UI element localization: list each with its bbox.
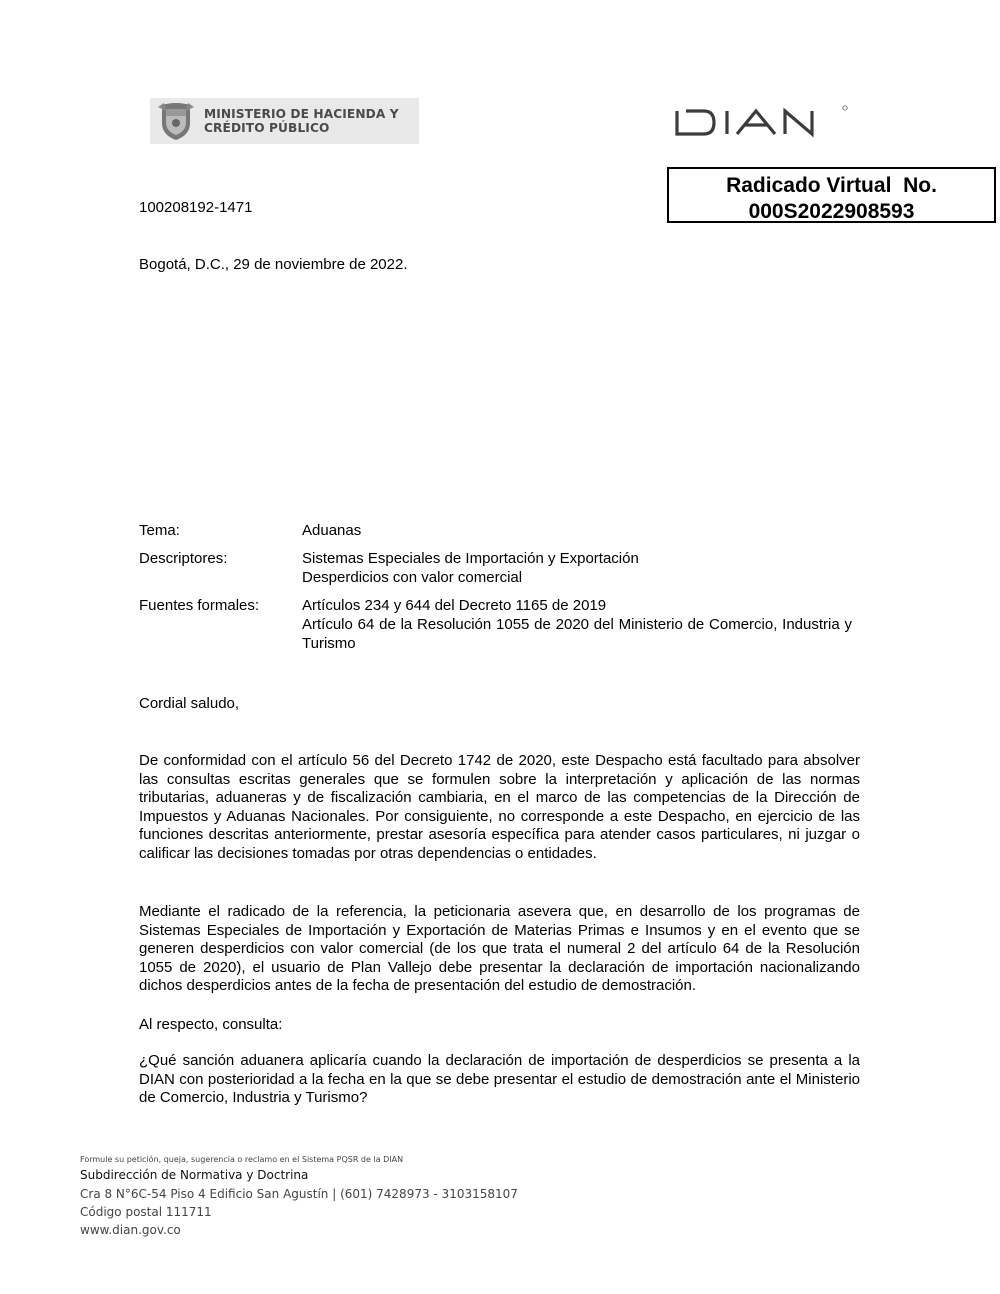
ministry-logo [150, 98, 419, 144]
fuentes-label: Fuentes formales: [139, 597, 260, 614]
footer-postal-code: Código postal 111711 [80, 1205, 212, 1219]
paragraph-3: Al respecto, consulta: [139, 1016, 283, 1033]
paragraph-2: Mediante el radicado de la referencia, la peticionaria asevera que, en desarrollo de los programas de Sistemas Especiales de Importación y Exportación de Materias Primas e Insumos y en el evento que se generen desperdicios con valor comercial (de los que trata el numeral 2 del artículo 64 de la Resolución 1055 de 2020), el usuario de Plan Vallejo debe presentar la declaración de importación nacionalizando dichos desperdicios antes de la fecha de presentación del estudio de demostración. [139, 903, 860, 994]
descriptores-value-2: Desperdicios con valor comercial [302, 569, 523, 586]
fuentes-value-2: Artículo 64 de la Resolución 1055 de 2020 del Ministerio de Comercio, Industria y Turismo [302, 616, 852, 652]
paragraph-1: De conformidad con el artículo 56 del Decreto 1742 de 2020, este Despacho está facultado para absolver las consultas escritas generales que se formulen sobre la interpretación y aplicación de las normas tributarias, aduaneras y de fiscalización cambiaria, en el marco de las competencias de la Dirección de Impuestos y Aduanas Nacionales. Por consiguiente, no corresponde a este Despacho, en ejercicio de las funciones descritas anteriormente, prestar asesoría específica para atender casos particulares, ni juzgar o calificar las decisiones tomadas por otras dependencias o entidades. [139, 752, 860, 862]
ministry-name [204, 107, 399, 135]
salutation: Cordial saludo, [139, 695, 240, 712]
footer-office: Subdirección de Normativa y Doctrina [80, 1168, 309, 1182]
date-line: Bogotá, D.C., 29 de noviembre de 2022. [139, 256, 408, 273]
reference-number: 100208192-1471 [139, 199, 253, 216]
footer-pqsr-note: Formule su petición, queja, sugerencia o reclamo en el Sistema PQSR de la DIAN [80, 1155, 404, 1164]
fuentes-value-1: Artículos 234 y 644 del Decreto 1165 de 2019 [302, 597, 607, 614]
ministry-line-2: CRÉDITO PÚBLICO [204, 121, 330, 135]
descriptores-value-1: Sistemas Especiales de Importación y Exportación [302, 550, 639, 567]
paragraph-4: ¿Qué sanción aduanera aplicaría cuando la declaración de importación de desperdicios se presenta a la DIAN con posterioridad a la fecha en la que se debe presentar el estudio de demostración ante el Ministerio de Comercio, Industria y Turismo? [139, 1052, 860, 1106]
footer-website-link[interactable]: www.dian.gov.co [80, 1223, 181, 1237]
radicado-box [667, 167, 996, 223]
tema-value: Aduanas [302, 522, 362, 539]
dian-logo-icon [674, 104, 850, 138]
radicado-label: Radicado Virtual No. [726, 174, 937, 197]
colombia-coat-of-arms-icon [158, 101, 194, 141]
radicado-number: 000S2022908593 [748, 200, 915, 223]
descriptores-label: Descriptores: [139, 550, 228, 567]
tema-label: Tema: [139, 522, 180, 539]
footer-address: Cra 8 N°6C-54 Piso 4 Edificio San Agustín | (601) 7428973 - 3103158107 [80, 1187, 518, 1201]
ministry-line-1: MINISTERIO DE HACIENDA Y [204, 107, 399, 121]
